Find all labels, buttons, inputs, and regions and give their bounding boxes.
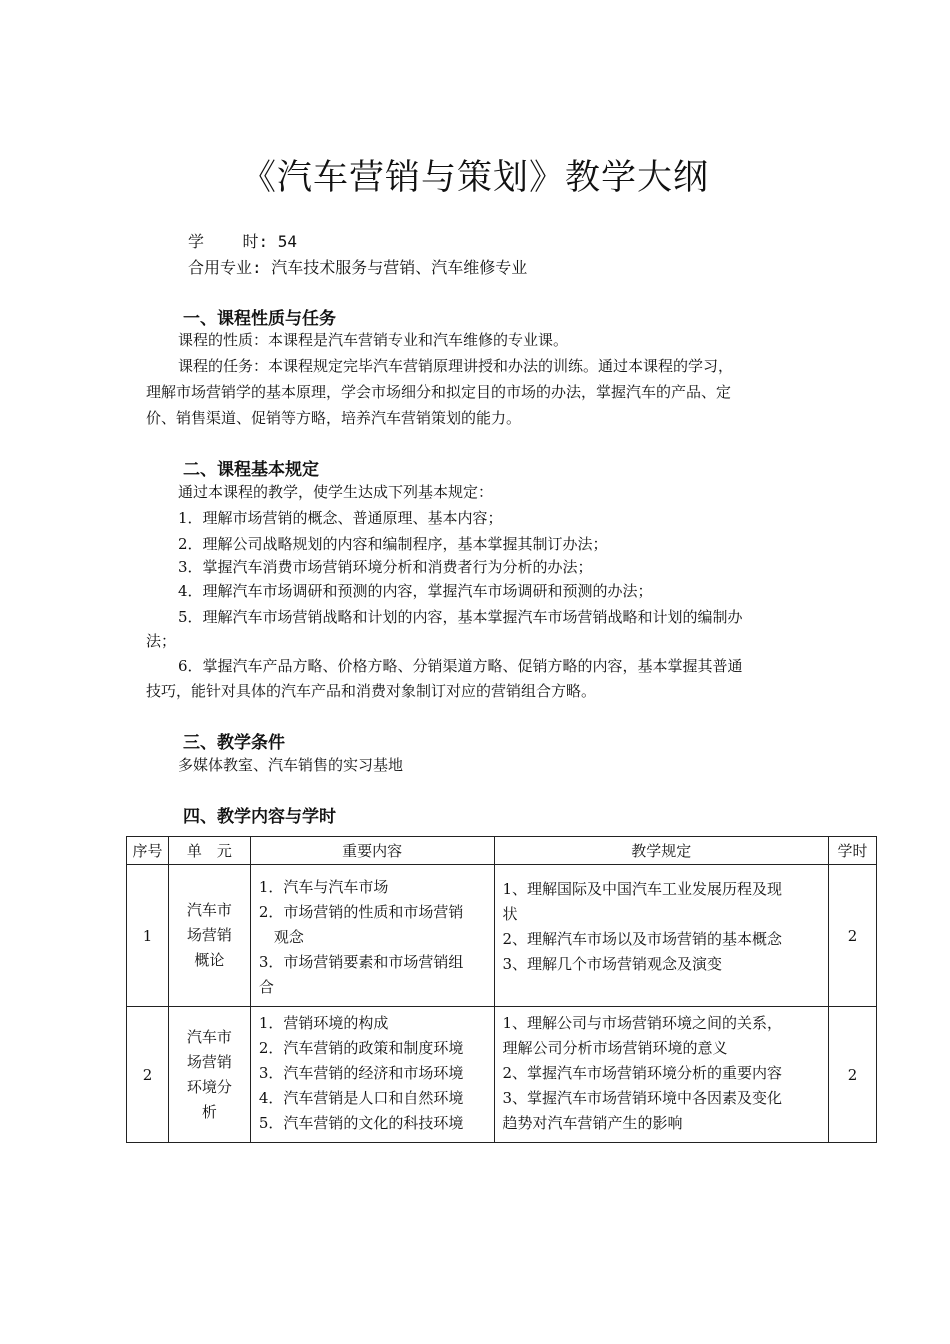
section-2-item-wrap: 法； [146, 632, 177, 650]
section-1-heading: 一、课程性质与任务 [183, 309, 336, 329]
row-number: 1 [127, 865, 169, 1007]
requirement-line: 1、理解国际及中国汽车工业发展历程及现 [502, 880, 783, 898]
unit-line: 汽车市 [186, 1027, 232, 1046]
requirement-line: 状 [502, 905, 518, 923]
section-2-item: 2．理解公司战略规划的内容和编制程序，基本掌握其制订办法； [178, 535, 608, 553]
unit-line: 概论 [194, 951, 225, 969]
requirement-line: 3、掌握汽车市场营销环境中各因素及变化 [502, 1089, 783, 1107]
row-unit [168, 865, 250, 1007]
content-line: 1．营销环境的构成 [258, 1014, 389, 1032]
requirement-line: 趋势对汽车营销产生的影响 [502, 1114, 683, 1132]
section-1-para-2-line-1: 课程的任务：本课程规定完毕汽车营销原理讲授和办法的训练。通过本课程的学习， [178, 357, 734, 375]
row-hours: 2 [829, 1007, 877, 1143]
content-line: 2．市场营销的性质和市场营销 [258, 903, 464, 921]
teaching-content-table [126, 836, 877, 1143]
content-line: 3．市场营销要素和市场营销组 [258, 953, 464, 971]
content-line: 3．汽车营销的经济和市场环境 [258, 1064, 464, 1082]
content-line: 2．汽车营销的政策和制度环境 [258, 1039, 464, 1057]
section-1-para-1: 课程的性质：本课程是汽车营销专业和汽车维修的专业课。 [178, 331, 569, 349]
row-unit [168, 1007, 250, 1143]
document-title: 《汽车营销与策划》教学大纲 [240, 158, 709, 198]
table-row [127, 865, 877, 1007]
content-line: 1．汽车与汽车市场 [258, 878, 389, 896]
unit-line: 汽车市 [186, 901, 232, 919]
table-header-row [127, 837, 877, 865]
row-content [250, 865, 494, 1007]
requirement-line: 1、理解公司与市场营销环境之间的关系， [502, 1014, 783, 1032]
content-line: 观念 [258, 928, 304, 946]
requirement-line: 3、理解几个市场营销观念及演变 [502, 955, 723, 973]
requirement-line: 2、掌握汽车市场营销环境分析的重要内容 [502, 1064, 783, 1082]
section-2-heading: 二、课程基本规定 [183, 460, 319, 480]
section-4-heading: 四、教学内容与学时 [183, 807, 336, 827]
unit-line: 析 [201, 1102, 217, 1121]
header-hours: 学时 [829, 837, 877, 865]
row-hours: 2 [829, 865, 877, 1007]
section-2-item-wrap: 技巧，能针对具体的汽车产品和消费对象制订对应的营销组合方略。 [146, 682, 597, 700]
unit-line: 场营销 [186, 1052, 232, 1071]
header-unit: 单 元 [168, 837, 250, 865]
row-requirements [494, 1007, 829, 1143]
section-3-heading: 三、教学条件 [183, 733, 285, 753]
section-2-item: 1．理解市场营销的概念、普通原理、基本内容； [178, 509, 503, 527]
content-line: 5．汽车营销的文化的科技环境 [258, 1114, 464, 1132]
content-line: 4．汽车营销是人口和自然环境 [258, 1089, 464, 1107]
hours-line: 学 时: 54 [188, 232, 298, 251]
section-2-item: 6．掌握汽车产品方略、价格方略、分销渠道方略、促销方略的内容，基本掌握其普通 [178, 657, 743, 675]
unit-line: 环境分 [186, 1077, 232, 1096]
section-2-item: 3．掌握汽车消费市场营销环境分析和消费者行为分析的办法； [178, 558, 593, 576]
section-2-item: 4．理解汽车市场调研和预测的内容，掌握汽车市场调研和预测的办法； [178, 582, 653, 600]
table-row [127, 1007, 877, 1143]
section-3-text: 多媒体教室、汽车销售的实习基地 [178, 756, 404, 774]
row-number: 2 [127, 1007, 169, 1143]
section-1-para-2-line-2: 理解市场营销学的基本原理，学会市场细分和拟定目的市场的办法，掌握汽车的产品、定 [146, 383, 732, 401]
section-2-item: 5．理解汽车市场营销战略和计划的内容，基本掌握汽车市场营销战略和计划的编制办 [178, 608, 743, 626]
requirement-line: 2、理解汽车市场以及市场营销的基本概念 [502, 930, 783, 948]
section-1-para-2-line-3: 价、销售渠道、促销等方略，培养汽车营销策划的能力。 [146, 409, 522, 427]
header-requirements: 教学规定 [494, 837, 829, 865]
major-line: 合用专业: 汽车技术服务与营销、汽车维修专业 [188, 258, 528, 277]
content-line: 合 [258, 978, 274, 996]
unit-line: 场营销 [186, 926, 232, 944]
row-requirements [494, 865, 829, 1007]
header-number: 序号 [127, 837, 169, 865]
section-2-intro: 通过本课程的教学，使学生达成下列基本规定： [178, 483, 494, 501]
header-content: 重要内容 [250, 837, 494, 865]
requirement-line: 理解公司分析市场营销环境的意义 [502, 1039, 728, 1057]
row-content [250, 1007, 494, 1143]
